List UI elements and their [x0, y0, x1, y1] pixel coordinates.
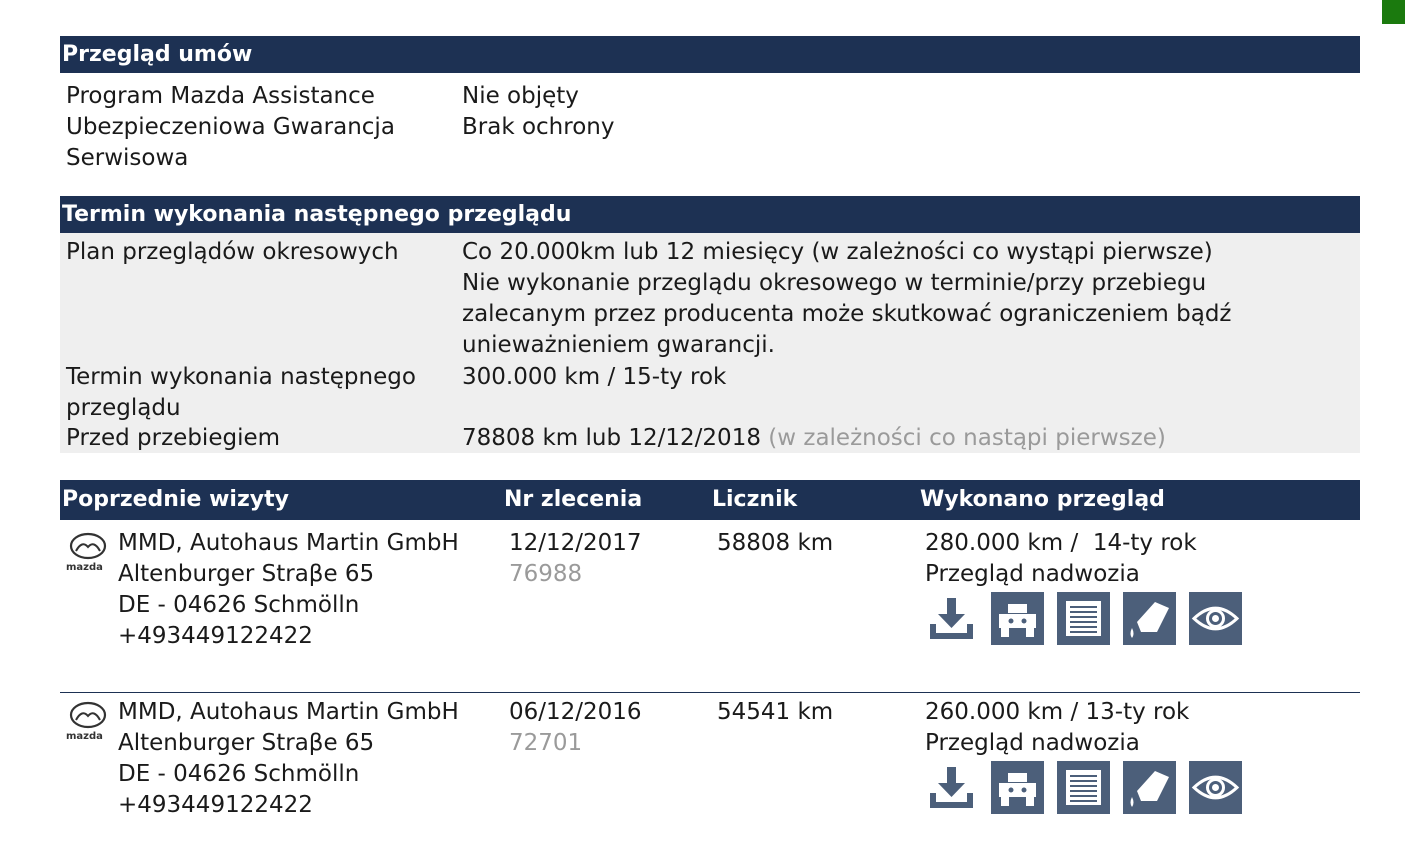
next-service-title: Termin wykonania następnego przeglądu: [62, 202, 572, 227]
order-cell: [509, 697, 642, 759]
service-cell: [925, 697, 1189, 759]
next-service-header: [60, 196, 1360, 233]
due-label: Termin wykonania następnego przeglądu: [66, 364, 416, 421]
before-value: [462, 423, 1322, 454]
download-icon[interactable]: [925, 592, 978, 645]
odometer-value: 58808 km: [717, 530, 834, 556]
mazda-logo: [66, 532, 110, 572]
plan-note: Nie wykonanie przeglądu okresowego w terminie/przy przebiegu zalecanym przez producenta może skutkować ograniczeniem bądź unieważnieniem gwarancji.: [462, 270, 1232, 358]
visit-row: [60, 691, 1360, 841]
before-mileage: 78808 km lub 12/12/2018: [462, 425, 761, 451]
before-hint: (w zależności co nastąpi pierwsze): [768, 425, 1166, 451]
document-list-icon[interactable]: [1057, 761, 1110, 814]
oil-can-icon[interactable]: [1123, 592, 1176, 645]
document-list-icon[interactable]: [1057, 592, 1110, 645]
svg-text:mazda: mazda: [66, 562, 103, 572]
mazda-logo: [66, 701, 110, 741]
mazda-assistance-value: Nie objęty: [462, 83, 579, 109]
dealer-phone: +493449122422: [118, 792, 313, 818]
dealer-city: DE - 04626 Schmölln: [118, 592, 360, 618]
eye-icon[interactable]: [1189, 592, 1242, 645]
visits-section: [60, 480, 1360, 520]
plan-label: Plan przeglądów okresowych: [66, 239, 399, 265]
odometer-value: 54541 km: [717, 699, 834, 725]
visit-actions: [925, 761, 1242, 814]
dealer-address: [118, 697, 459, 821]
svg-text:mazda: mazda: [66, 731, 103, 741]
service-done: 260.000 km / 13-ty rok: [925, 699, 1190, 725]
next-service-section: [60, 196, 1360, 453]
dealer-street: Altenburger Straβe 65: [118, 561, 375, 587]
col-odometer: Licznik: [712, 487, 798, 512]
oil-can-icon[interactable]: [1123, 761, 1176, 814]
car-lift-icon[interactable]: [991, 761, 1044, 814]
warranty-value: Brak ochrony: [462, 114, 615, 140]
order-cell: [509, 528, 642, 590]
service-type: Przegląd nadwozia: [925, 561, 1140, 587]
order-number: 72701: [509, 730, 583, 756]
visits-header: [60, 480, 1360, 520]
contracts-title: Przegląd umów: [62, 42, 253, 67]
order-number: 76988: [509, 561, 583, 587]
col-order-number: Nr zlecenia: [504, 487, 643, 512]
dealer-phone: +493449122422: [118, 623, 313, 649]
corner-tab: [1382, 0, 1405, 24]
download-icon[interactable]: [925, 761, 978, 814]
service-type: Przegląd nadwozia: [925, 730, 1140, 756]
next-service-body: [60, 233, 1360, 453]
dealer-name: MMD, Autohaus Martin GmbH: [118, 699, 459, 725]
plan-value: Co 20.000km lub 12 miesięcy (w zależności co wystąpi pierwsze): [462, 239, 1213, 265]
contracts-section: [60, 36, 1360, 173]
before-label: Przed przebiegiem: [66, 425, 281, 451]
visit-date: 06/12/2016: [509, 699, 642, 725]
mazda-assistance-label: Program Mazda Assistance: [66, 83, 375, 109]
warranty-label: Ubezpieczeniowa Gwarancja Serwisowa: [66, 114, 395, 171]
visit-date: 12/12/2017: [509, 530, 642, 556]
contracts-header: [60, 36, 1360, 73]
due-value: 300.000 km / 15-ty rok: [462, 364, 727, 390]
car-lift-icon[interactable]: [991, 592, 1044, 645]
col-service-done: Wykonano przegląd: [920, 487, 1165, 512]
service-cell: [925, 528, 1197, 590]
dealer-name: MMD, Autohaus Martin GmbH: [118, 530, 459, 556]
service-done: 280.000 km / 14-ty rok: [925, 530, 1197, 556]
visit-row: [60, 522, 1360, 672]
dealer-city: DE - 04626 Schmölln: [118, 761, 360, 787]
col-previous-visits: Poprzednie wizyty: [62, 487, 289, 512]
visit-actions: [925, 592, 1242, 645]
eye-icon[interactable]: [1189, 761, 1242, 814]
dealer-address: [118, 528, 459, 652]
dealer-street: Altenburger Straβe 65: [118, 730, 375, 756]
